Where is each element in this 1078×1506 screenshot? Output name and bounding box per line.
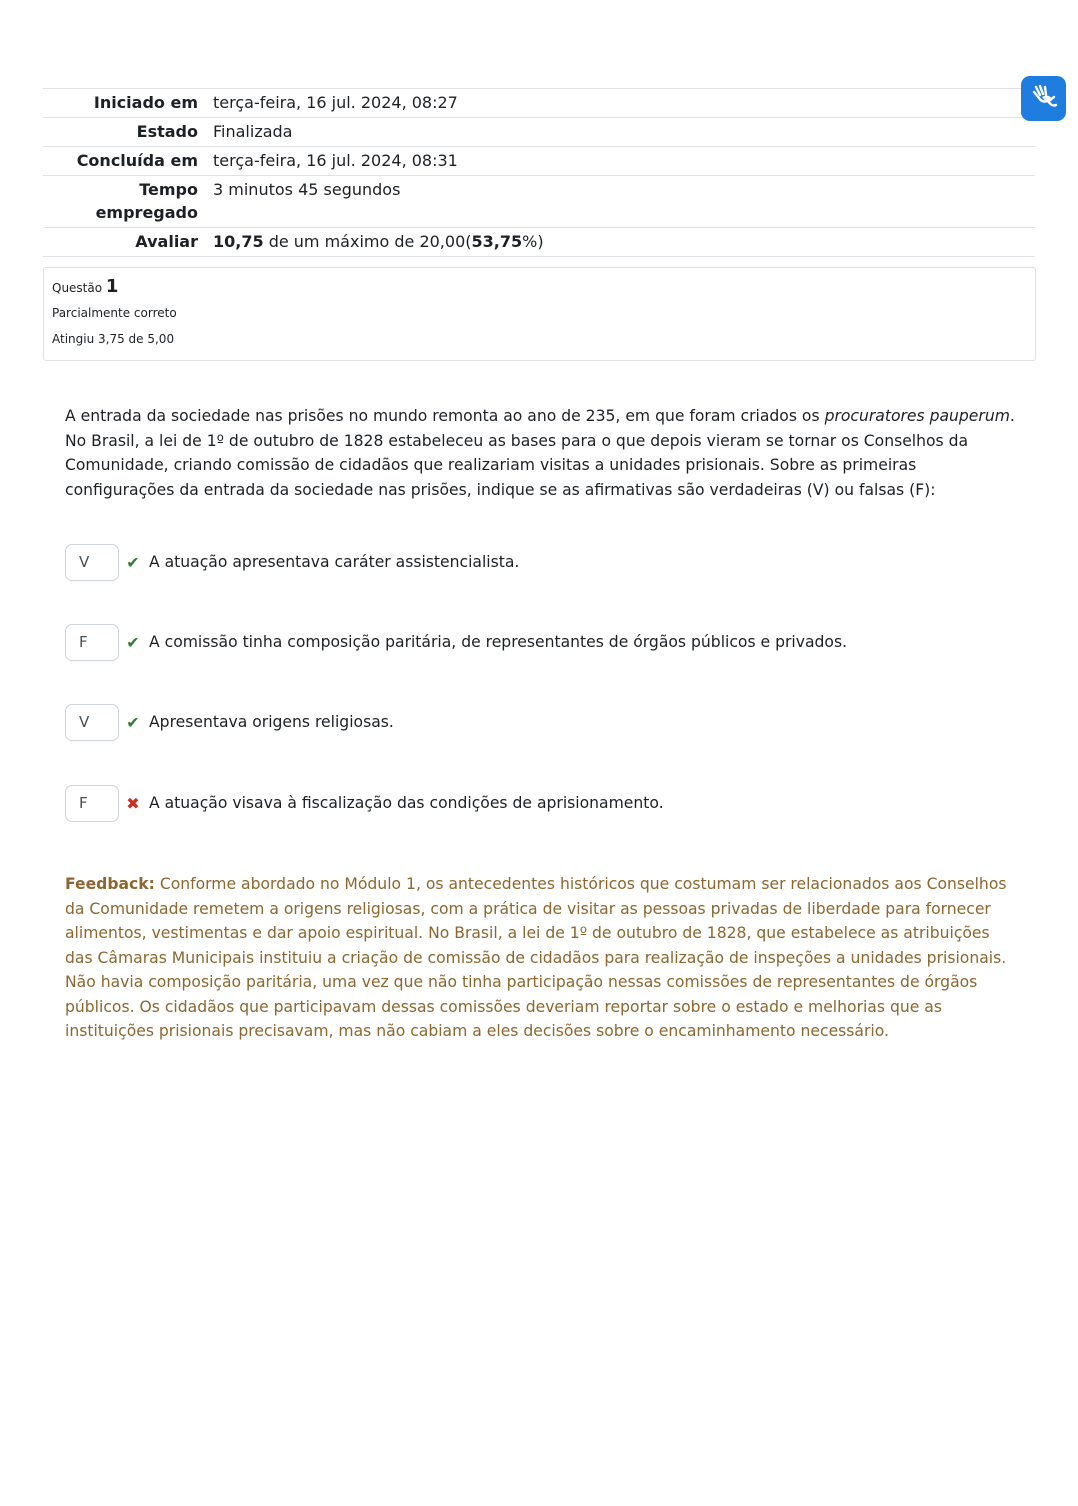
summary-row-grade: [43, 228, 1035, 257]
answer-statement: A comissão tinha composição paritária, de representantes de órgãos públicos e privados.: [149, 633, 848, 651]
feedback-text: Conforme abordado no Módulo 1, os antecedentes históricos que costumam ser relacionados aos Conselhos da Comunidade remetem a origens religiosas, com a prática de visitar as pessoas privadas de liberdade para fornecer alimentos, vestimentas e dar apoio espiritual. No Brasil, a lei de 1º de outubro de 1828, que estabelece as atribuições das Câmaras Municipais instituiu a criação de comissão de cidadãos para realização de inspeções a unidades prisionais. Não havia composição paritária, uma vez que não tinha participação nessas comissões de representantes de órgãos públicos. Os cidadãos que participavam dessas comissões deveriam reportar sobre o estado e melhorias que as instituições prisionais precisavam, mas não cabiam a eles decisões sobre o encaminhamento necessário.: [65, 875, 1007, 1040]
answer-row: [65, 783, 1015, 823]
summary-row: [43, 118, 1035, 147]
quiz-summary-table: [43, 88, 1035, 257]
summary-row: [43, 176, 1035, 228]
grade-label: Avaliar: [135, 232, 198, 251]
summary-row: [43, 147, 1035, 176]
answer-select[interactable]: F: [65, 624, 119, 661]
grade-middle: de um máximo de 20,00(: [263, 232, 472, 251]
summary-value: terça-feira, 16 jul. 2024, 08:27: [213, 93, 458, 112]
answer-select[interactable]: F: [65, 785, 119, 822]
correct-check-icon: ✔: [126, 552, 140, 572]
summary-row: [43, 89, 1035, 118]
summary-value: terça-feira, 16 jul. 2024, 08:31: [213, 151, 458, 170]
summary-label: Concluída em: [76, 151, 198, 170]
answer-statement: Apresentava origens religiosas.: [149, 713, 394, 731]
summary-label: Estado: [136, 122, 198, 141]
answer-row: [65, 702, 1015, 742]
answer-select[interactable]: V: [65, 704, 119, 741]
question-text-before: A entrada da sociedade nas prisões no mundo remonta ao ano de 235, em que foram criados os: [65, 407, 825, 425]
question-text-after: . No Brasil, a lei de 1º de outubro de 1828 estabeleceu as bases para o que depois vieram se tornar os Conselhos da Comunidade, criando comissão de cidadãos que realizariam visitas a unidades prisionais. Sobre as primeiras configurações da entrada da sociedade nas prisões, indique se as afirmativas são verdadeiras (V) ou falsas (F):: [65, 407, 1015, 499]
question-prefix: Questão: [52, 281, 103, 295]
accessibility-button[interactable]: [1021, 76, 1066, 121]
question-number: [52, 275, 1027, 300]
summary-label: Tempo empregado: [95, 180, 198, 222]
incorrect-cross-icon: ✖: [126, 793, 140, 813]
summary-label: Iniciado em: [93, 93, 198, 112]
correct-check-icon: ✔: [126, 632, 140, 652]
answer-statement: A atuação apresentava caráter assistencialista.: [149, 553, 520, 571]
question-text: [65, 404, 1015, 502]
question-text-italic: procuratores pauperum: [824, 407, 1010, 425]
answer-statement: A atuação visava à fiscalização das condições de aprisionamento.: [149, 794, 664, 812]
grade-end: %): [522, 232, 544, 251]
correct-check-icon: ✔: [126, 712, 140, 732]
summary-value: 3 minutos 45 segundos: [213, 180, 401, 199]
question-state: Parcialmente correto: [52, 306, 177, 320]
question-grade: Atingiu 3,75 de 5,00: [52, 332, 175, 346]
grade-value: [213, 228, 1035, 257]
answer-select[interactable]: V: [65, 544, 119, 581]
sign-language-icon: [1030, 83, 1058, 115]
answer-row: [65, 542, 1015, 582]
grade-score: 10,75: [213, 232, 264, 251]
grade-percent: 53,75: [471, 232, 523, 251]
answer-row: [65, 622, 1015, 662]
summary-value: Finalizada: [213, 122, 293, 141]
feedback-label: Feedback:: [65, 875, 155, 893]
feedback-box: [65, 872, 1015, 1044]
question-info-box: [43, 267, 1036, 361]
question-number-value: 1: [105, 276, 119, 297]
